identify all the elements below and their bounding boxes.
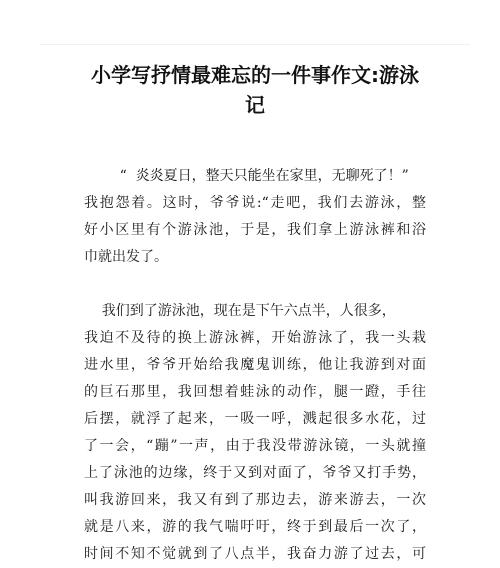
paragraph-line: 就是八来，游的我气喘吁吁，终于到最后一次了， — [84, 519, 426, 535]
paragraph-line: 好小区里有个游泳池，于是，我们拿上游泳裤和浴 — [84, 222, 426, 238]
paragraph-line: 了一会，“蹦”一声，由于我没带游泳镜，一头就撞 — [84, 438, 426, 454]
paragraph-spacer — [84, 271, 426, 298]
paragraph-line: 我们到了游泳池，现在是下午六点半，人很多， — [84, 303, 396, 319]
title-line-2: 记 — [245, 93, 265, 117]
paragraph-line: 上了泳池的边缘，终于又到对面了，爷爷又打手势， — [84, 465, 426, 481]
paragraph-line: 后摆，就浮了起来，一吸一呼，溅起很多水花，过 — [84, 411, 426, 427]
paragraph-line: “ 炎炎夏日，整天只能坐在家里，无聊死了！” — [84, 168, 409, 184]
document-body — [84, 163, 426, 568]
paragraph-2 — [84, 298, 426, 568]
document-title — [70, 60, 440, 120]
paragraph-line: 时间不知不觉就到了八点半，我奋力游了过去，可 — [84, 546, 426, 562]
paragraph-line: 我迫不及待的换上游泳裤，开始游泳了，我一头栽 — [84, 330, 426, 346]
paragraph-1 — [84, 163, 426, 271]
title-line-1: 小学写抒情最难忘的一件事作文:游泳 — [91, 63, 419, 87]
header-rule — [40, 44, 470, 45]
paragraph-line: 叫我游回来，我又有到了那边去，游来游去，一次 — [84, 492, 426, 508]
paragraph-line: 进水里，爷爷开始给我魔鬼训练，他让我游到对面 — [84, 357, 426, 373]
paragraph-line: 的巨石那里，我回想着蛙泳的动作，腿一蹬，手往 — [84, 384, 426, 400]
paragraph-line: 我抱怨着。这时，爷爷说:“走吧，我们去游泳，整 — [84, 195, 426, 211]
paragraph-line: 巾就出发了。 — [84, 249, 168, 265]
